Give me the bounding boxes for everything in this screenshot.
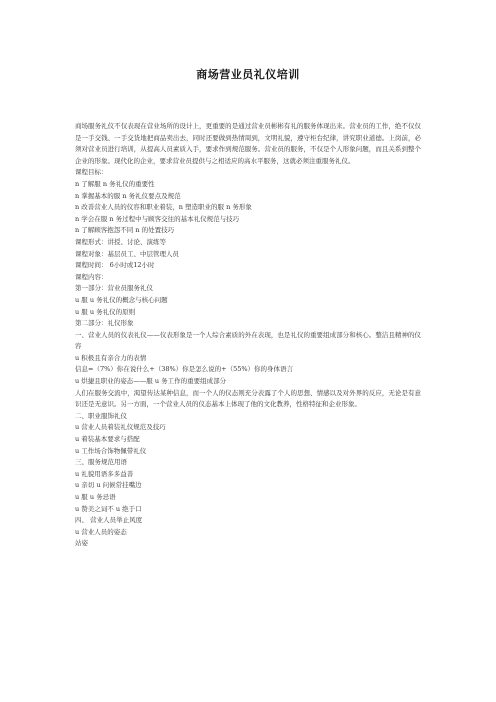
text-line: 站姿	[75, 539, 88, 548]
text-line: 三、服务规范用语	[75, 458, 127, 467]
document-body	[75, 121, 421, 550]
text-line: 信息=（7%）你在说什么+（38%）你是怎么说的+（55%）你的身体语言	[75, 365, 294, 374]
image-paragraph: 一、营业人员的仪表礼仪——仪表形象是一个人综合素质的外在表现，也是礼仪的重要组成部分和核心。整洁且精神的仪容	[75, 330, 421, 351]
expression-section	[75, 353, 421, 388]
text-line: 课程内容：	[75, 272, 108, 281]
text-line: n 了解顾客抱怨不同 n 的处置技巧	[75, 226, 175, 235]
outline-section	[75, 411, 421, 550]
text-line: 四、 营业人员举止风度	[75, 516, 143, 525]
text-line: n 学会在服 n 务过程中与顾客交往的基本礼仪规范与技巧	[75, 214, 240, 223]
text-line: 第一部分：营业员服务礼仪	[75, 284, 153, 293]
text-line: u 服 u 务礼仪的概念与核心问题	[75, 295, 168, 304]
posture-paragraph: 人们在服务交流中，渴望传达某种信息，而一个人的仪态则充分表露了个人的思想、情感以及对外界的反应，无论是有意识还是无意识。另一方面，一个营业人员的仪态基本上体现了他的文化教养，性格特征和企业形象。	[75, 388, 421, 409]
text-line: 二、职业服饰礼仪	[75, 411, 127, 420]
text-line: u 亲切 u 问候常挂嘴边	[75, 481, 142, 490]
text-line: 课程目标：	[75, 168, 108, 177]
text-line: 第二部分：礼仪形象	[75, 319, 134, 328]
text-line: u 着装基本要求与搭配	[75, 435, 140, 444]
text-line: n 了解服 n 务礼仪的重要性	[75, 179, 155, 188]
text-line: u 服 u 务礼仪的原则	[75, 307, 136, 316]
text-line: u 礼貌用语多多益善	[75, 469, 134, 478]
text-line: u 工作场合饰物佩带礼仪	[75, 446, 147, 455]
text-line: n 改善营业人员的仪容和职业着装，n 塑造职业的服 n 务形象	[75, 203, 252, 212]
course-info-section	[75, 167, 421, 329]
text-line: u 积极且有亲合力的表情	[75, 353, 147, 362]
text-line: 课程对象：基层员工、中层管理人员	[75, 249, 179, 258]
text-line: u 赞美之词不 u 绝于口	[75, 504, 142, 513]
text-line: 课程形式：讲授、讨论、演练等	[75, 237, 166, 246]
text-line: u 烘捷且职业的姿态——服 u 务工作的重要组成部分	[75, 377, 227, 386]
document-title: 商场营业员礼仪培训	[196, 68, 300, 81]
intro-paragraph: 商场服务礼仪不仅表现在营业场所的设计上，更重要的是通过营业员彬彬有礼的服务体现出来。营业员的工作，绝不仅仅是一手交钱、一手交货地把商品卖出去，同时还要做到热情周到，文明礼貌，遵守柜台纪律，讲究职业道德。上岗前，必须对营业员进行培训，从提高人员素质入手，要求作到规范服务。营业员的服务，不仅是个人形象问题，而且关系到整个企业的形象。现代化的企业，要求营业员提供与之相适应的高水平服务，这就必须注重服务礼仪。	[75, 122, 421, 165]
text-line: u 服 u 务忌语	[75, 493, 116, 501]
text-line: u 营业人员的姿态	[75, 527, 127, 536]
text-line: u 营业人员着装礼仪规范及技巧	[75, 423, 166, 432]
text-line: n 掌握基本的服 n 务礼仪要点及规范	[75, 191, 181, 200]
text-line: 课程时间： 6小时或12小时	[75, 261, 155, 270]
